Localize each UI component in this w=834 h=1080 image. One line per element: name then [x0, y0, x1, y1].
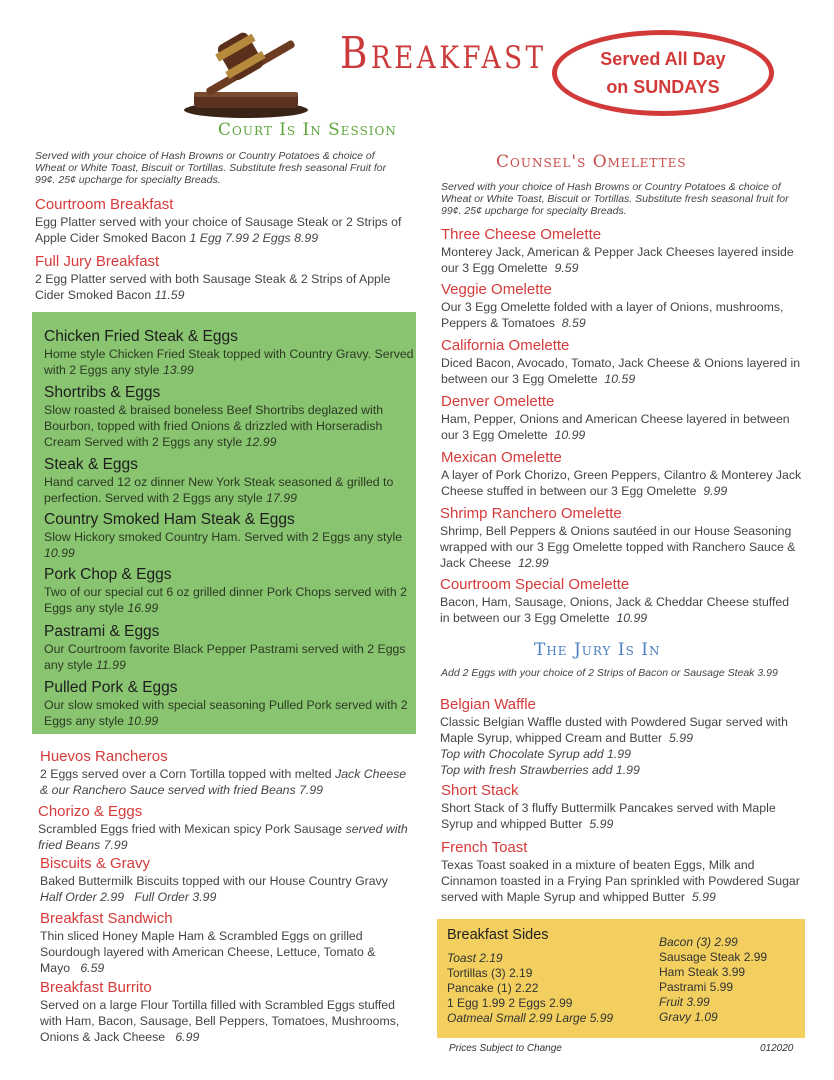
side-item: Ham Steak 3.99: [659, 965, 746, 979]
side-text: Fruit 3.99: [659, 995, 710, 1009]
item-desc: A layer of Pork Chorizo, Green Peppers, Cilantro & Monterey Jack Cheese stuffed in between our 3 Egg Omelette: [441, 468, 802, 498]
item-name: Breakfast Sandwich: [40, 910, 173, 927]
menu-item-shortribs: [44, 383, 414, 450]
menu-item-mexican-omelette: [441, 449, 806, 499]
item-desc-italic: served with fried Beans: [38, 822, 408, 852]
item-name: Chicken Fried Steak & Eggs: [44, 328, 238, 345]
menu-item-chicken-fried-steak: [44, 327, 414, 378]
gavel-icon: [176, 20, 316, 120]
item-desc: Thin sliced Honey Maple Ham & Scrambled Eggs on grilled Sourdough layered with American Cheese, Lettuce, Tomato & Mayo: [40, 929, 376, 975]
side-text: Toast 2.19: [447, 951, 503, 965]
side-item: [659, 1010, 799, 1025]
item-price: 1 Egg 7.99 2 Eggs 8.99: [189, 231, 319, 245]
item-price: 12.99: [517, 556, 549, 570]
item-name: Shrimp Ranchero Omelette: [440, 505, 622, 522]
item-name: Courtroom Breakfast: [35, 196, 174, 213]
item-name: Shortribs & Eggs: [44, 384, 161, 401]
menu-item-pastrami: [44, 622, 414, 673]
item-name: Chorizo & Eggs: [38, 803, 143, 820]
side-item: [447, 951, 667, 966]
item-name: Huevos Rancheros: [40, 748, 168, 765]
item-name: Belgian Waffle: [440, 696, 536, 713]
menu-item-pulled-pork: [44, 678, 414, 729]
menu-item-veggie-omelette: [441, 281, 801, 331]
side-item: Pastrami 5.99: [659, 980, 734, 994]
item-desc: Slow roasted & braised boneless Beef Shortribs deglazed with Bourbon, topped with fried Onions & drizzled with Horseradish Cream Served with 2 Eggs any style: [44, 403, 384, 449]
page-title: Breakfast: [340, 28, 547, 79]
item-price: 10.59: [604, 372, 636, 386]
item-desc: Our 3 Egg Omelette folded with a layer of Onions, mushrooms, Peppers & Tomatoes: [441, 300, 784, 330]
waffle-addon-chocolate: Top with Chocolate Syrup add 1.99: [440, 747, 631, 761]
item-name: California Omelette: [441, 337, 570, 354]
item-price: 17.99: [266, 491, 297, 505]
item-half-order: Half Order 2.99: [40, 890, 125, 904]
item-price: 8.59: [561, 316, 586, 330]
item-desc: Short Stack of 3 fluffy Buttermilk Pancakes served with Maple Syrup and whipped Butter: [441, 801, 776, 831]
menu-item-three-cheese-omelette: [441, 226, 801, 276]
menu-item-full-jury-breakfast: [35, 253, 410, 303]
menu-item-huevos-rancheros: [40, 748, 410, 798]
menu-item-steak-eggs: [44, 455, 414, 506]
item-desc: Texas Toast soaked in a mixture of beaten Eggs, Milk and Cinnamon toasted in a Frying Pan sprinkled with Powdered Sugar served with Maple Syrup and whipped Butter: [441, 858, 800, 904]
menu-item-california-omelette: [441, 337, 801, 387]
item-name: Denver Omelette: [441, 393, 555, 410]
item-full-order: Full Order 3.99: [134, 890, 217, 904]
item-price: 7.99: [299, 783, 324, 797]
menu-item-belgian-waffle: [440, 696, 808, 778]
item-name: Veggie Omelette: [441, 281, 552, 298]
item-price: 10.99: [44, 546, 75, 560]
item-name: Biscuits & Gravy: [40, 855, 151, 872]
item-name: Pulled Pork & Eggs: [44, 679, 178, 696]
omelette-note: Served with your choice of Hash Browns or Country Potatoes & choice of Wheat or White Toast, Biscuit or Tortillas. Substitute fresh seasonal fruit for 99¢. 25¢ upcharge for specialty Breads.: [441, 181, 789, 217]
court-in-session-heading: Court Is In Session: [218, 120, 397, 140]
item-desc: Classic Belgian Waffle dusted with Powdered Sugar served with Maple Syrup, whipped Cream and Butter: [440, 715, 788, 745]
jury-is-in-heading: The Jury Is In: [534, 640, 661, 660]
item-price: 12.99: [245, 435, 277, 449]
side-item: [659, 995, 799, 1010]
item-name: French Toast: [441, 839, 528, 856]
item-name: Pork Chop & Eggs: [44, 566, 172, 583]
badge-line1: Served All Day: [600, 49, 726, 69]
menu-code: 012020: [760, 1043, 794, 1054]
breakfast-sides-panel: [437, 919, 805, 1038]
menu-item-courtroom-special-omelette: [440, 576, 800, 626]
item-desc: Diced Bacon, Avocado, Tomato, Jack Cheese & Onions layered in between our 3 Egg Omelette: [441, 356, 801, 386]
side-item: [447, 1011, 667, 1026]
side-item: Tortillas (3) 2.19: [447, 966, 533, 980]
jury-note: [441, 667, 801, 679]
item-desc: Our slow smoked with special seasoning Pulled Pork served with 2 Eggs any style: [44, 698, 408, 728]
item-name: Full Jury Breakfast: [35, 253, 160, 270]
item-price: 10.99: [127, 714, 159, 728]
item-desc: Egg Platter served with your choice of Sausage Steak or 2 Strips of Apple Cider Smoked Bacon: [35, 215, 402, 245]
item-desc: Slow Hickory smoked Country Ham. Served with 2 Eggs any style: [44, 530, 403, 544]
item-desc: Baked Buttermilk Biscuits topped with our House Country Gravy: [40, 874, 388, 888]
side-item: [659, 935, 799, 950]
item-price: 9.59: [554, 261, 579, 275]
item-name: Breakfast Burrito: [40, 979, 152, 996]
sides-right-list: [659, 935, 799, 1025]
item-price: 6.99: [175, 1030, 200, 1044]
prices-subject-to-change: Prices Subject to Change: [449, 1043, 562, 1054]
menu-item-breakfast-burrito: [40, 979, 410, 1045]
item-name: Three Cheese Omelette: [441, 226, 602, 243]
side-item: Sausage Steak 2.99: [659, 950, 768, 964]
menu-item-short-stack: [441, 782, 801, 832]
side-text: Gravy 1.09: [659, 1010, 718, 1024]
menu-item-chorizo-eggs: [38, 803, 413, 853]
item-price: 10.99: [554, 428, 586, 442]
menu-item-ham-steak: [44, 510, 414, 561]
item-name: Mexican Omelette: [441, 449, 562, 466]
menu-item-shrimp-ranchero-omelette: [440, 505, 808, 571]
item-price: 6.59: [80, 961, 105, 975]
menu-item-pork-chop: [44, 565, 414, 616]
item-name: Steak & Eggs: [44, 456, 138, 473]
item-desc: Served on a large Flour Tortilla filled with Scrambled Eggs stuffed with Ham, Bacon, Sausage, Bell Peppers, Tomatoes, Mushrooms, Onions & Jack Cheese: [40, 998, 400, 1044]
item-desc-italic: Jack Cheese & our Ranchero Sauce served with fried Beans: [40, 767, 407, 797]
menu-item-courtroom-breakfast: [35, 196, 410, 246]
item-desc: 2 Eggs served over a Corn Tortilla topped with melted: [40, 767, 332, 781]
sides-left-list: [447, 951, 667, 1026]
jury-note-text: Add 2 Eggs with your choice of 2 Strips of Bacon or Sausage Steak: [441, 667, 755, 679]
item-price: 5.99: [669, 731, 693, 745]
sides-title: Breakfast Sides: [447, 927, 549, 943]
item-desc: Hand carved 12 oz dinner New York Steak seasoned & grilled to perfection. Served with 2 Eggs any style: [44, 475, 394, 505]
waffle-addon-strawberries: Top with fresh Strawberries add 1.99: [440, 763, 640, 777]
item-price: 13.99: [162, 363, 194, 377]
item-name: Country Smoked Ham Steak & Eggs: [44, 511, 295, 528]
item-price: 10.99: [616, 611, 648, 625]
left-section-note: Served with your choice of Hash Browns or Country Potatoes & choice of Wheat or White Toast, Biscuit or Tortillas. Substitute fresh seasonal Fruit for 99¢. 25¢ upcharge for specialty Breads.: [35, 150, 387, 186]
item-desc: Two of our special cut 6 oz grilled dinner Pork Chops served with 2 Eggs any style: [44, 585, 407, 615]
side-item: Pancake (1) 2.22: [447, 981, 539, 995]
item-price: 11.99: [95, 658, 126, 672]
item-desc: Ham, Pepper, Onions and American Cheese layered in between our 3 Egg Omelette: [441, 412, 790, 442]
item-desc: Monterey Jack, American & Pepper Jack Cheeses layered inside our 3 Egg Omelette: [441, 245, 794, 275]
menu-item-french-toast: [441, 839, 809, 905]
side-text: Bacon (3) 2.99: [659, 935, 738, 949]
item-desc: Home style Chicken Fried Steak topped with Country Gravy. Served with 2 Eggs any style: [44, 347, 414, 377]
item-name: Short Stack: [441, 782, 519, 799]
item-desc: Scrambled Eggs fried with Mexican spicy Pork Sausage: [38, 822, 343, 836]
badge-line2: on SUNDAYS: [606, 77, 720, 97]
item-desc: Our Courtroom favorite Black Pepper Pastrami served with 2 Eggs any style: [44, 642, 406, 672]
item-desc: Bacon, Ham, Sausage, Onions, Jack & Cheddar Cheese stuffed in between our 3 Egg Omelette: [440, 595, 790, 625]
menu-item-biscuits-gravy: [40, 855, 410, 905]
item-price: 11.59: [154, 288, 185, 302]
item-desc: 2 Egg Platter served with both Sausage Steak & 2 Strips of Apple Cider Smoked Bacon: [35, 272, 391, 302]
counsels-omelettes-heading: Counsel's Omelettes: [496, 152, 687, 172]
item-price: 7.99: [103, 838, 128, 852]
menu-item-denver-omelette: [441, 393, 801, 443]
jury-note-price: 3.99: [757, 667, 778, 679]
item-price: 5.99: [589, 817, 614, 831]
served-all-day-badge: [552, 30, 774, 116]
item-price: 9.99: [703, 484, 728, 498]
item-name: Courtroom Special Omelette: [440, 576, 630, 593]
item-price: 16.99: [127, 601, 159, 615]
side-item: 1 Egg 1.99 2 Eggs 2.99: [447, 996, 573, 1010]
item-price: 5.99: [691, 890, 716, 904]
menu-item-breakfast-sandwich: [40, 910, 410, 976]
item-desc: Shrimp, Bell Peppers & Onions sautéed in our House Seasoning wrapped with our 3 Egg Omelette topped with Ranchero Sauce & Jack Cheese: [440, 524, 796, 570]
item-name: Pastrami & Eggs: [44, 623, 160, 640]
side-text: Oatmeal Small 2.99 Large 5.99: [447, 1011, 614, 1025]
